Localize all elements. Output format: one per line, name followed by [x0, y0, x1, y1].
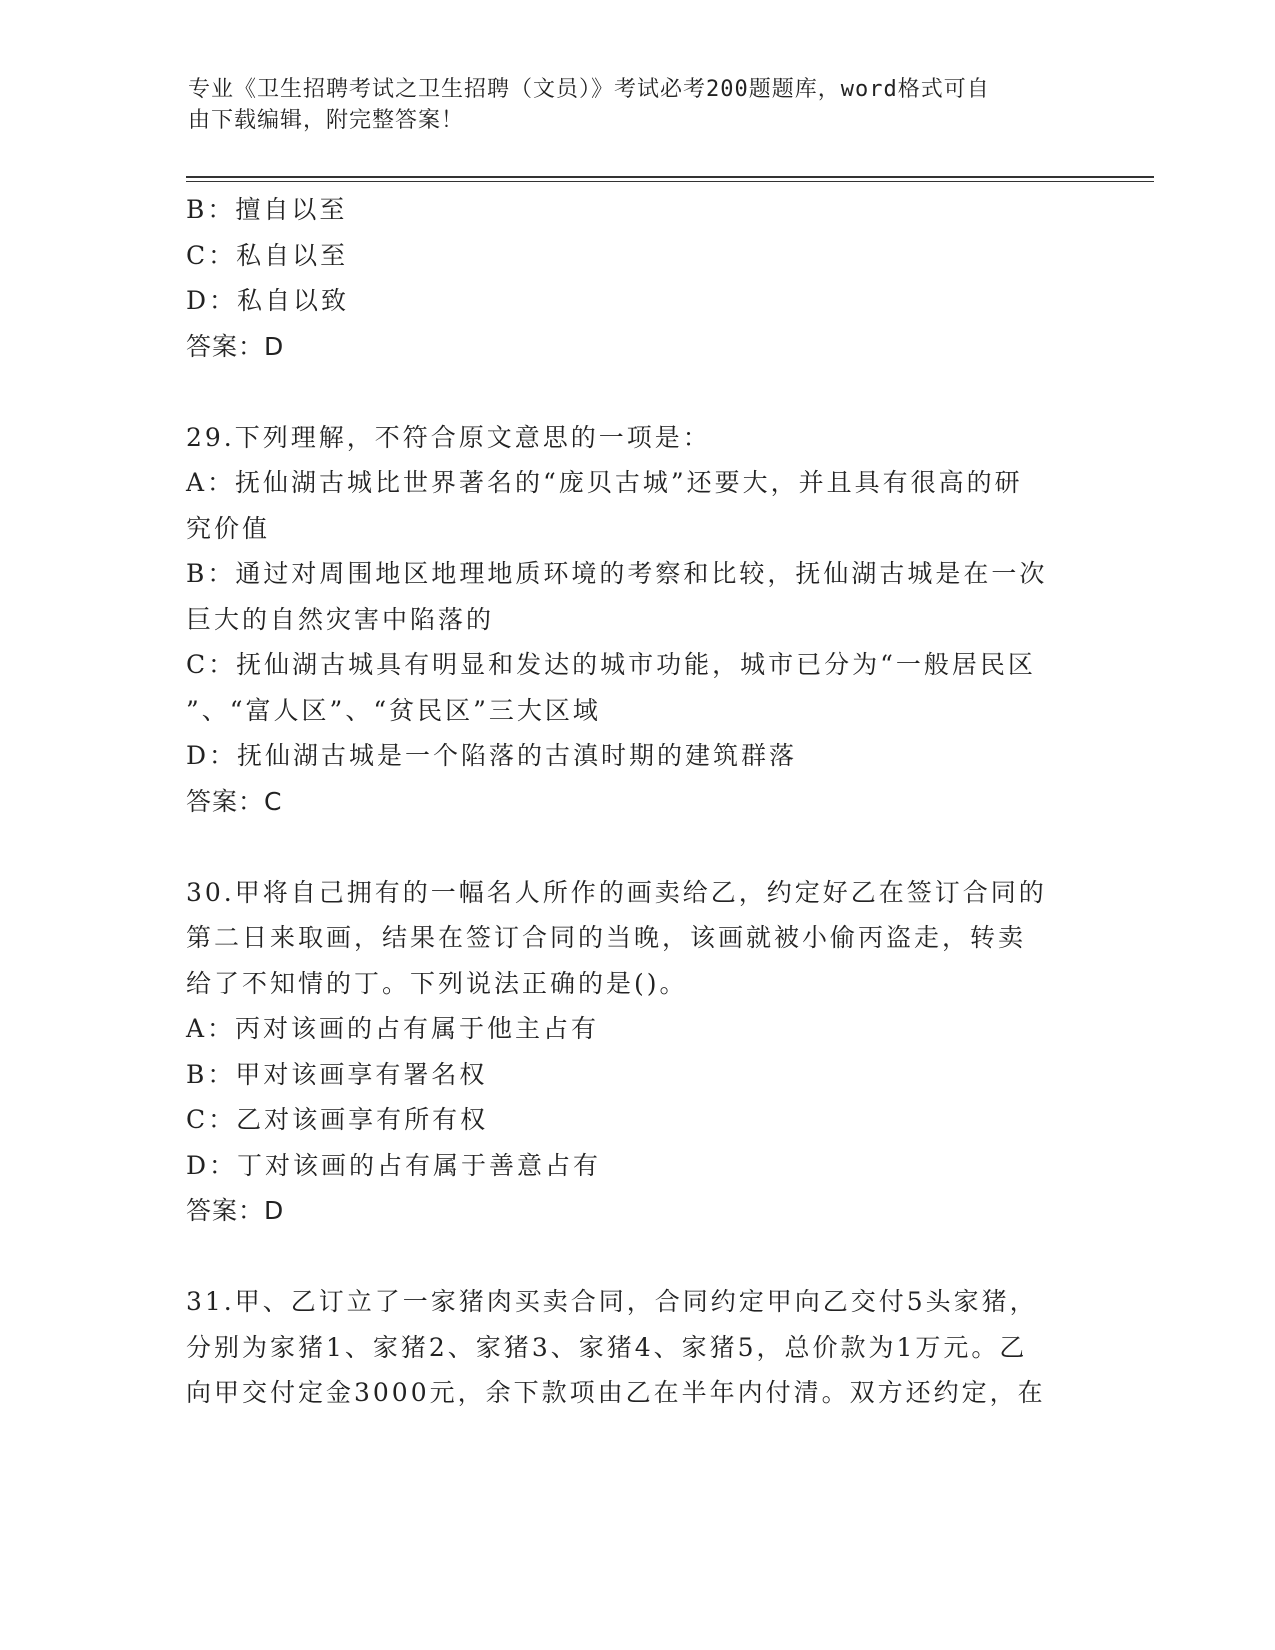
- option-c: C：私自以至: [186, 240, 349, 270]
- option-d: D：抚仙湖古城是一个陷落的古滇时期的建筑群落: [186, 741, 798, 770]
- question-stem: 31.甲、乙订立了一家猪肉买卖合同，合同约定甲向乙交付5头家猪，: [186, 1287, 1038, 1316]
- header-line-2: 由下载编辑，附完整答案！: [188, 108, 465, 133]
- question-29: [186, 415, 1086, 825]
- option-a-continued: 究价值: [186, 513, 271, 543]
- option-b: B：通过对周围地区地理地质环境的考察和比较，抚仙湖古城是在一次: [186, 559, 1048, 588]
- header-divider-thin: [186, 181, 1154, 182]
- question-31: [186, 1279, 1086, 1416]
- question-stem-continued: 向甲交付定金3000元，余下款项由乙在半年内付清。双方还约定，在: [186, 1378, 1046, 1407]
- option-b: B：甲对该画享有署名权: [186, 1059, 488, 1089]
- question-stem: 29.下列理解，不符合原文意思的一项是：: [186, 422, 711, 452]
- question-stem-continued: 给了不知情的丁。下列说法正确的是()。: [186, 968, 688, 998]
- question-30: [186, 870, 1086, 1234]
- option-c: C：抚仙湖古城具有明显和发达的城市功能，城市已分为“一般居民区: [186, 650, 1036, 679]
- question-content: [186, 187, 1086, 1416]
- question-stem-continued: 分别为家猪1、家猪2、家猪3、家猪4、家猪5，总价款为1万元。乙: [186, 1332, 1028, 1362]
- question-28: [186, 187, 1086, 369]
- option-c: C：乙对该画享有所有权: [186, 1105, 489, 1134]
- header-divider-thick: [186, 176, 1154, 178]
- question-spacer: [186, 1234, 1086, 1280]
- document-header: [188, 74, 1068, 136]
- question-stem-continued: 第二日来取画，结果在签订合同的当晚，该画就被小偷丙盗走，转卖: [186, 923, 1027, 952]
- question-spacer: [186, 824, 1086, 870]
- option-b: B：擅自以至: [186, 195, 348, 224]
- answer-line: 答案：D: [186, 1196, 285, 1225]
- header-line-1: 专业《卫生招聘考试之卫生招聘（文员）》考试必考200题题库，word格式可自: [188, 77, 990, 102]
- option-b-continued: 巨大的自然灾害中陷落的: [186, 604, 495, 634]
- option-d: D：丁对该画的占有属于善意占有: [186, 1150, 602, 1180]
- question-spacer: [186, 369, 1086, 415]
- option-c-continued: ”、“富人区”、“贫民区”三大区域: [186, 695, 601, 725]
- answer-line: 答案：C: [186, 786, 283, 816]
- answer-line: 答案：D: [186, 331, 285, 361]
- option-a: A：丙对该画的占有属于他主占有: [186, 1014, 600, 1043]
- option-a: A：抚仙湖古城比世界著名的“庞贝古城”还要大，并且具有很高的研: [186, 468, 1023, 497]
- option-d: D：私自以致: [186, 286, 350, 315]
- question-stem: 30.甲将自己拥有的一幅名人所作的画卖给乙，约定好乙在签订合同的: [186, 877, 1047, 907]
